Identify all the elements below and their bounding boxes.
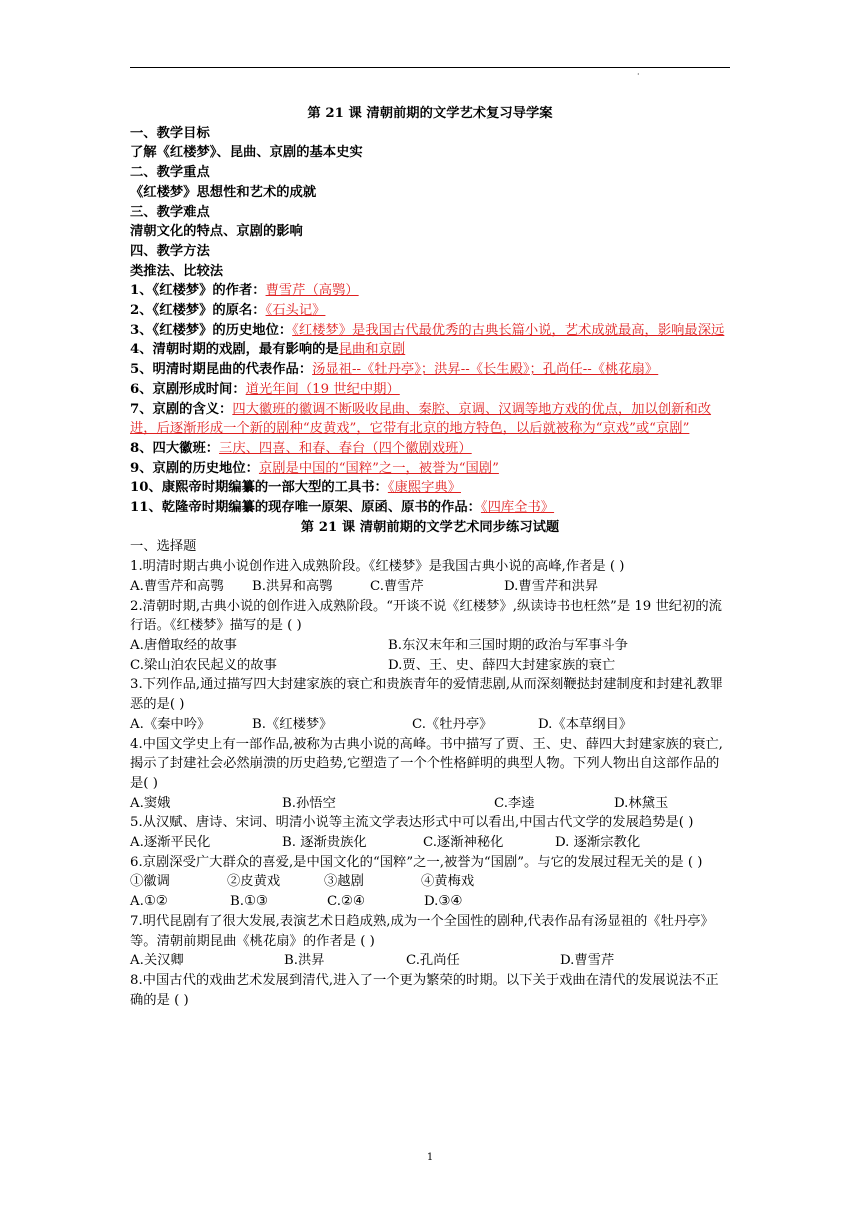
guide-item-answer: 汤显祖--《牡丹亭》；洪昇--《长生殿》；孔尚任--《桃花扇》 <box>312 362 659 378</box>
question-stem: 3.下列作品,通过描写四大封建家族的衰亡和贵族青年的爱情悲剧,从而深刻鞭挞封建制度和封建礼教罪恶的是( ) <box>130 677 723 713</box>
answer-option[interactable]: C.逐渐神秘化 <box>423 835 504 851</box>
guide-item-question: 5、明清时期昆曲的代表作品： <box>130 362 313 378</box>
guide-item <box>130 360 730 380</box>
guide-items <box>130 281 730 517</box>
answer-option[interactable]: ①徽调 <box>130 874 170 890</box>
guide-item-question: 8、四大徽班： <box>130 440 220 456</box>
answer-option[interactable]: D.贾、王、史、薛四大封建家族的衰亡 <box>388 657 616 673</box>
guide-item-question: 4、清朝时期的戏剧，最有影响的是 <box>130 342 339 358</box>
answer-option[interactable]: C.曹雪芹 <box>370 578 424 594</box>
option-row <box>130 577 730 597</box>
guide-item <box>130 400 730 439</box>
answer-option[interactable]: D.曹雪芹和洪昇 <box>504 578 599 594</box>
answer-option[interactable]: D.林黛玉 <box>614 795 669 811</box>
option-row <box>130 715 730 735</box>
guide-item <box>130 380 730 400</box>
guide-item <box>130 340 730 360</box>
answer-option[interactable]: C.②④ <box>327 894 365 910</box>
answer-option[interactable]: A.关汉卿 <box>130 953 184 969</box>
option-row <box>130 794 730 814</box>
guide-item-answer: 《石头记》 <box>265 303 326 319</box>
guide-item-answer: 四大徽班的徽调不断吸收昆曲、秦腔、京调、汉调等地方戏的优点，加以创新和改进，后逐渐形成一个新的剧种“皮黄戏”，它带有北京的地方特色，以后就被称为“京戏”或“京剧” <box>130 401 712 437</box>
guide-item-answer: 昆曲和京剧 <box>338 342 406 358</box>
answer-option[interactable]: C.李逵 <box>494 795 535 811</box>
guide-item-question: 1、《红楼梦》的作者： <box>130 283 266 299</box>
section-heading: 二、教学重点 <box>130 165 210 181</box>
guide-item-answer: 曹雪芹（高鹗） <box>265 283 359 299</box>
answer-option[interactable]: B.洪昇 <box>284 953 325 969</box>
question-stem: 8.中国古代的戏曲艺术发展到清代,进入了一个更为繁荣的时期。以下关于戏曲在清代的发展说法不正确的是 ( ) <box>130 972 719 1008</box>
guide-item-question: 11、乾隆帝时期编纂的现存唯一原架、原函、原书的作品： <box>130 500 481 516</box>
guide-item <box>130 439 730 459</box>
question-stem: 2.清朝时期,古典小说的创作进入成熟阶段。“开谈不说《红楼梦》,纵读诗书也枉然”是 19 世纪初的流行语。《红楼梦》描写的是 ( ) <box>130 598 722 634</box>
guide-item <box>130 301 730 321</box>
section-text: 类推法、比较法 <box>130 263 224 279</box>
header-rule <box>130 67 730 68</box>
question-stem: 5.从汉赋、唐诗、宋词、明清小说等主流文学表达形式中可以看出,中国古代文学的发展趋势是( ) <box>130 815 694 831</box>
guide-item-answer: 《红楼梦》是我国古代最优秀的古典长篇小说，艺术成就最高，影响最深远 <box>292 322 725 338</box>
answer-option[interactable]: C.孔尚任 <box>406 953 460 969</box>
answer-option[interactable]: D.曹雪芹 <box>560 953 615 969</box>
question-stem: 7.明代昆剧有了很大发展,表演艺术日趋成熟,成为一个全国性的剧种,代表作品有汤显祖的《牡丹亭》等。清朝前期昆曲《桃花扇》的作者是 ( ) <box>130 913 714 949</box>
answer-option[interactable]: A.①② <box>130 894 168 910</box>
answer-option[interactable]: ④黄梅戏 <box>421 874 475 890</box>
guide-item <box>130 478 730 498</box>
guide-item <box>130 459 730 479</box>
answer-option[interactable]: A.《秦中吟》 <box>130 716 211 732</box>
answer-option[interactable]: B.洪昇和高鹗 <box>252 578 333 594</box>
question-stem: 4.中国文学史上有一部作品,被称为古典小说的高峰。书中描写了贾、王、史、薛四大封建家族的衰亡,揭示了封建社会必然崩溃的历史趋势,它塑造了一个个性格鲜明的典型人物。下列人物出自这部作品的是( ) <box>130 736 723 791</box>
guide-title: 第 21 课 清朝前期的文学艺术复习导学案 <box>307 106 553 121</box>
answer-option[interactable]: D.③④ <box>424 894 463 910</box>
guide-item-answer: 《康熙字典》 <box>387 480 461 496</box>
guide-item <box>130 281 730 301</box>
answer-option[interactable]: C.梁山泊农民起义的故事 <box>130 657 277 673</box>
option-row <box>130 636 730 656</box>
answer-option[interactable]: D. 逐渐宗教化 <box>555 835 641 851</box>
guide-item-answer: 道光年间（19 世纪中期） <box>245 381 400 397</box>
guide-item-question: 2、《红楼梦》的原名： <box>130 303 266 319</box>
guide-item-question: 10、康熙帝时期编纂的一部大型的工具书： <box>130 480 388 496</box>
answer-option[interactable]: ③越剧 <box>324 874 364 890</box>
answer-option[interactable]: A.唐僧取经的故事 <box>130 637 237 653</box>
option-row <box>130 951 730 971</box>
answer-option[interactable]: B.孙悟空 <box>282 795 336 811</box>
section-heading: 一、教学目标 <box>130 125 210 141</box>
option-row <box>130 656 730 676</box>
answer-option[interactable]: D.《本草纲目》 <box>538 716 633 732</box>
document-body <box>130 104 730 1010</box>
section-text: 《红楼梦》思想性和艺术的成就 <box>130 184 317 200</box>
guide-item <box>130 498 730 518</box>
answer-option[interactable]: B.东汉末年和三国时期的政治与军事斗争 <box>388 637 629 653</box>
exercise-section: 一、选择题 <box>130 539 197 555</box>
guide-item <box>130 321 730 341</box>
answer-option[interactable]: B.《红楼梦》 <box>252 716 333 732</box>
guide-item-answer: 三庆、四喜、和春、春台（四个徽剧戏班） <box>219 440 472 456</box>
section-heading: 三、教学难点 <box>130 204 210 220</box>
question-stem: 1.明清时期古典小说创作进入成熟阶段。《红楼梦》是我国古典小说的高峰,作者是 ( ) <box>130 559 625 575</box>
answer-option[interactable]: ②皮黄戏 <box>227 874 281 890</box>
answer-option[interactable]: A.窦娥 <box>130 795 171 811</box>
question-list <box>130 557 730 1010</box>
answer-option[interactable]: B. 逐渐贵族化 <box>282 835 367 851</box>
guide-item-question: 3、《红楼梦》的历史地位： <box>130 322 293 338</box>
section-text: 清朝文化的特点、京剧的影响 <box>130 224 303 240</box>
page-number: 1 <box>426 1152 434 1163</box>
exercise-title: 第 21 课 清朝前期的文学艺术同步练习试题 <box>300 519 560 535</box>
section-text: 了解《红楼梦》、昆曲、京剧的基本史实 <box>130 145 363 161</box>
option-row <box>130 892 730 912</box>
guide-item-question: 9、京剧的历史地位： <box>130 460 259 476</box>
answer-option[interactable]: B.①③ <box>230 894 268 910</box>
guide-item-question: 6、京剧形成时间： <box>130 381 246 397</box>
answer-option[interactable]: A.逐渐平民化 <box>130 835 211 851</box>
answer-option[interactable]: C.《牡丹亭》 <box>412 716 493 732</box>
guide-item-question: 7、京剧的含义： <box>130 401 233 417</box>
question-stem: 6.京剧深受广大群众的喜爱,是中国文化的“国粹”之一,被誉为“国剧”。与它的发展过程无关的是 ( ) <box>130 854 703 870</box>
header-dot: · <box>637 70 640 79</box>
option-row <box>130 872 730 892</box>
section-heading: 四、教学方法 <box>130 243 210 259</box>
answer-option[interactable]: A.曹雪芹和高鹗 <box>130 578 224 594</box>
option-row <box>130 833 730 853</box>
guide-item-answer: 京剧是中国的“国粹”之一，被誉为“国剧” <box>258 460 499 476</box>
guide-item-answer: 《四库全书》 <box>480 500 555 516</box>
